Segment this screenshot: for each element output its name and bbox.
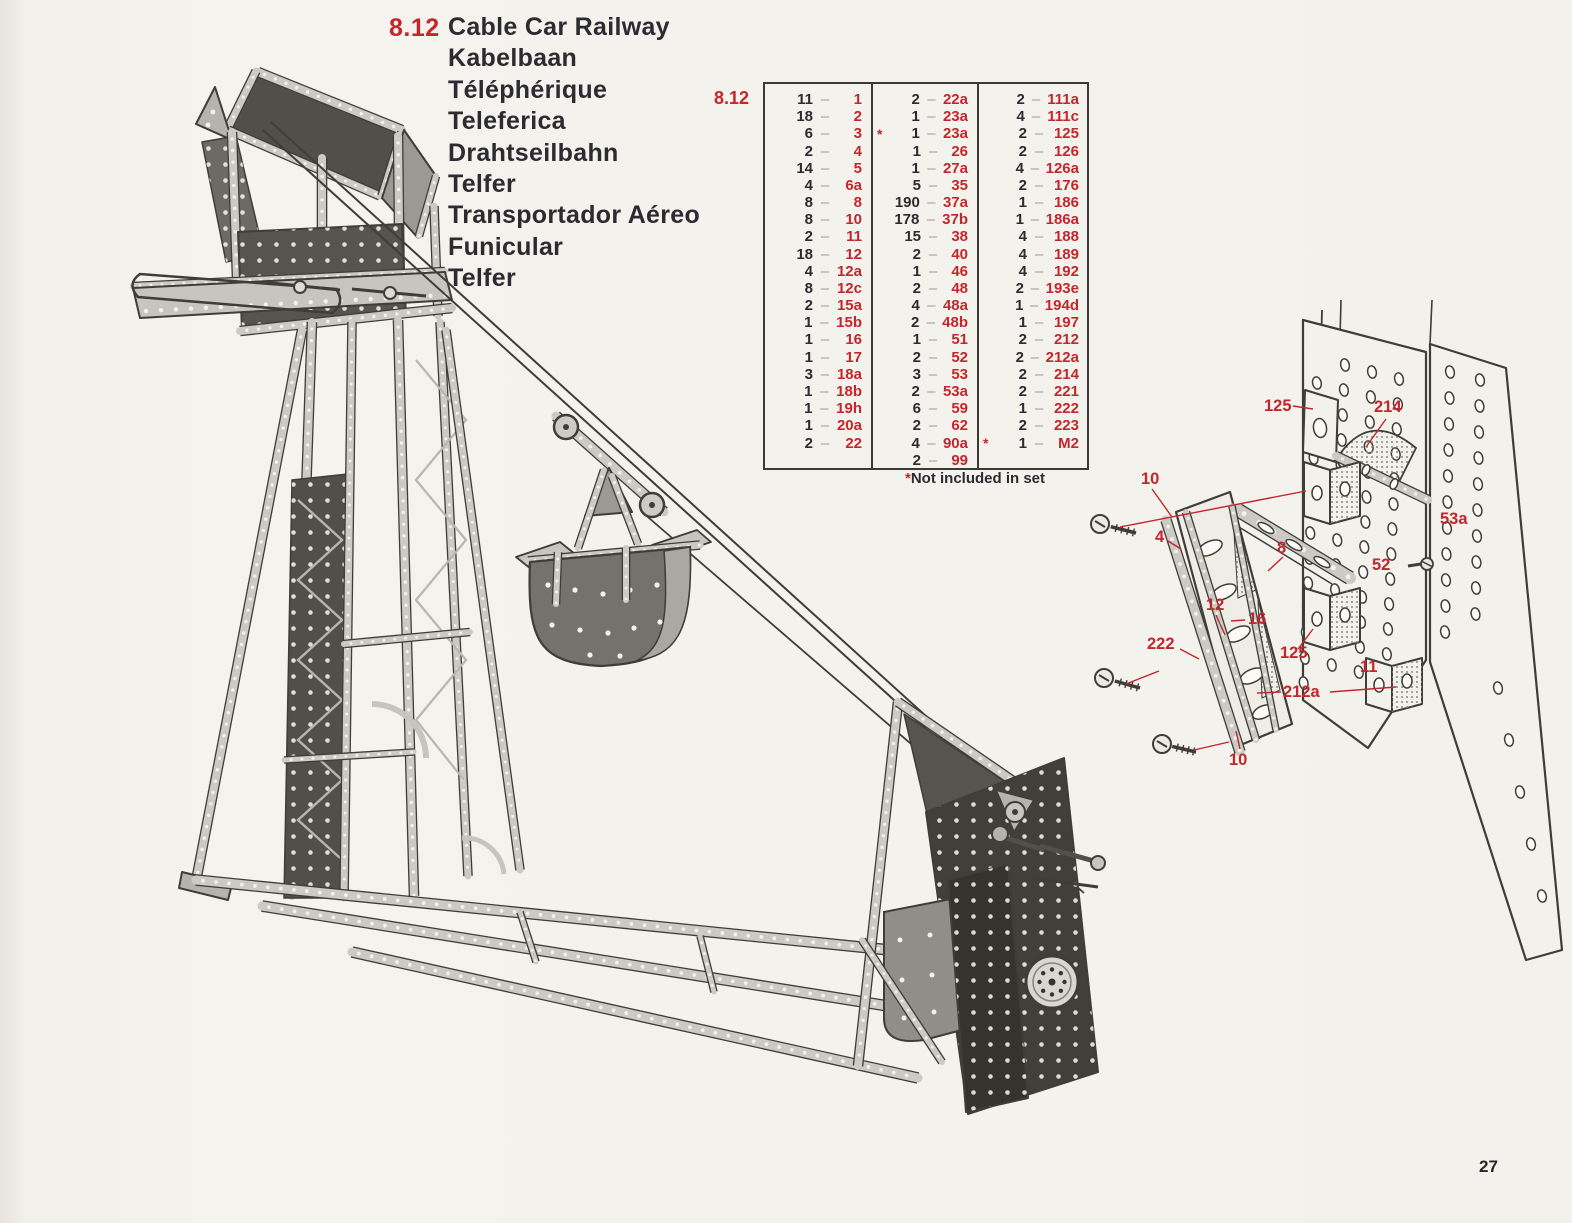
part-number: 186a: [1045, 211, 1079, 229]
part-number: 15b: [836, 314, 862, 332]
part-callout-52: 52: [1372, 556, 1391, 574]
parts-row: [765, 246, 871, 263]
parts-row: [765, 263, 871, 280]
dash: –: [820, 176, 830, 194]
part-number: 197: [1053, 314, 1079, 332]
dash: –: [928, 451, 938, 469]
part-number: 5: [853, 159, 862, 177]
part-quantity: 1: [804, 331, 813, 349]
part-quantity: 11: [797, 91, 813, 109]
part-quantity: 1: [912, 331, 921, 349]
part-quantity: 1: [1018, 434, 1027, 452]
dash: –: [820, 365, 830, 383]
parts-row: [873, 108, 977, 125]
part-callout-11: 11: [1360, 658, 1378, 676]
part-quantity: 4: [1018, 228, 1027, 246]
dash: –: [1034, 176, 1044, 194]
parts-row: [873, 314, 977, 331]
parts-row: [979, 417, 1088, 434]
parts-row: [873, 125, 977, 142]
part-quantity: 4: [911, 434, 920, 452]
parts-row: [979, 194, 1088, 211]
part-quantity: 1: [1015, 297, 1024, 315]
part-quantity: 1: [1018, 314, 1027, 332]
part-number: 37b: [942, 211, 968, 229]
part-number: 12a: [836, 262, 862, 280]
dash: –: [820, 159, 830, 177]
dash: –: [820, 194, 830, 212]
part-quantity: 4: [1018, 262, 1027, 280]
parts-row: [979, 297, 1088, 314]
parts-row: [873, 280, 977, 297]
part-number: 12c: [836, 279, 862, 297]
part-number: 19h: [836, 400, 862, 418]
part-number: 48: [951, 279, 968, 297]
model-title: Téléphérique: [448, 75, 608, 104]
part-quantity: 8: [804, 194, 813, 212]
parts-row: [979, 314, 1088, 331]
part-number: 53: [951, 365, 968, 383]
part-number: 90a: [942, 434, 968, 452]
part-quantity: 1: [804, 383, 813, 400]
part-quantity: 2: [911, 91, 920, 109]
part-number: 23a: [942, 125, 968, 143]
dash: –: [820, 383, 829, 400]
parts-row: [873, 366, 977, 383]
parts-row: [873, 331, 977, 348]
dash: –: [1030, 159, 1039, 177]
part-number: 192: [1053, 262, 1079, 280]
dash: –: [928, 262, 938, 280]
part-number: 126a: [1045, 159, 1079, 177]
part-number: M2: [1058, 434, 1079, 452]
dash: –: [1034, 434, 1044, 452]
part-number: 2: [853, 108, 862, 126]
part-quantity: 2: [804, 434, 813, 452]
parts-row: [765, 434, 871, 451]
dash: –: [1034, 228, 1044, 246]
dash: –: [1034, 125, 1044, 143]
part-number: 111c: [1047, 108, 1079, 126]
part-quantity: 190: [894, 194, 920, 212]
part-quantity: 1: [1018, 194, 1027, 212]
dash: –: [1029, 297, 1039, 315]
part-quantity: 4: [911, 297, 920, 315]
dash: –: [927, 297, 936, 315]
parts-row: [873, 91, 977, 108]
part-quantity: 4: [1016, 108, 1025, 126]
part-number: 16: [845, 331, 862, 349]
part-number: 189: [1053, 245, 1079, 263]
dash: –: [927, 159, 936, 177]
dash: –: [1031, 108, 1041, 126]
dash: –: [1034, 383, 1044, 400]
dash: –: [928, 228, 938, 246]
part-number: 53a: [942, 383, 968, 400]
dash: –: [928, 348, 938, 366]
part-quantity: 3: [912, 365, 921, 383]
dash: –: [820, 245, 830, 263]
part-quantity: 2: [1015, 279, 1024, 297]
part-number: 40: [951, 245, 968, 263]
part-number: 38: [951, 228, 968, 246]
part-number: 46: [951, 262, 968, 280]
parts-row: [979, 160, 1088, 177]
model-number: 8.12: [389, 14, 440, 42]
part-number: 193e: [1045, 279, 1079, 297]
parts-row: [765, 228, 871, 245]
part-number: 125: [1053, 125, 1079, 143]
part-number: 12: [845, 245, 862, 263]
part-quantity: 8: [804, 211, 813, 229]
page-number: 27: [1479, 1157, 1498, 1176]
dash: –: [928, 279, 938, 297]
parts-row: [979, 280, 1088, 297]
dash: –: [928, 365, 938, 383]
parts-row: [765, 91, 871, 108]
part-quantity: 14: [796, 159, 813, 177]
dash: –: [927, 434, 936, 452]
parts-row: [979, 177, 1088, 194]
part-quantity: 1: [912, 142, 921, 160]
part-callout-222: 222: [1147, 635, 1175, 653]
part-number: 20a: [836, 417, 862, 435]
dash: –: [820, 400, 829, 418]
dash: –: [1034, 400, 1044, 418]
part-number: 52: [951, 348, 968, 366]
parts-column-3: [977, 84, 1088, 468]
footnote-star: *: [905, 470, 911, 487]
part-quantity: 2: [1018, 365, 1027, 383]
part-callout-214: 214: [1374, 398, 1402, 416]
dash: –: [1034, 331, 1044, 349]
parts-row: [873, 400, 977, 417]
part-callout-125b: 125: [1280, 644, 1308, 662]
part-quantity: 2: [912, 417, 921, 435]
part-number: 6a: [845, 176, 862, 194]
parts-row: [979, 125, 1088, 142]
part-callout-10b: 10: [1229, 751, 1248, 769]
part-quantity: 2: [912, 245, 921, 263]
dash: –: [1030, 211, 1039, 229]
part-quantity: 2: [1018, 417, 1027, 435]
part-number: 23a: [942, 108, 968, 126]
dash: –: [1034, 365, 1044, 383]
parts-row: [765, 417, 871, 434]
part-quantity: 1: [804, 348, 813, 366]
model-title: Telfer: [448, 264, 517, 293]
dash: –: [927, 91, 936, 109]
part-quantity: 2: [911, 383, 920, 400]
parts-row: [873, 228, 977, 245]
parts-row: [979, 349, 1088, 366]
model-title: Transportador Aéreo: [448, 201, 701, 230]
dash: –: [820, 228, 830, 246]
parts-row: [979, 211, 1088, 228]
part-quantity: 2: [1016, 91, 1025, 109]
part-quantity: 2: [1018, 142, 1027, 160]
part-number: 111a: [1047, 91, 1079, 109]
parts-row: [873, 434, 977, 451]
dash: –: [1034, 262, 1044, 280]
part-quantity: 4: [1015, 159, 1024, 177]
part-number: 18a: [836, 365, 862, 383]
part-callout-4: 4: [1155, 528, 1165, 546]
parts-row: [765, 125, 871, 142]
dash: –: [1030, 279, 1039, 297]
dash: –: [820, 262, 830, 280]
parts-row: [873, 383, 977, 400]
dash: –: [1034, 194, 1044, 212]
part-callout-8: 8: [1277, 539, 1287, 557]
part-quantity: 2: [912, 451, 921, 469]
part-quantity: 1: [1015, 211, 1024, 229]
part-callout-212a: 212a: [1283, 683, 1320, 701]
part-quantity: 1: [912, 262, 921, 280]
dash: –: [820, 91, 830, 109]
parts-row: [765, 108, 871, 125]
parts-column-1: [765, 84, 871, 468]
parts-row: [765, 383, 871, 400]
part-quantity: 2: [911, 314, 920, 332]
part-number: 15a: [836, 297, 862, 315]
part-quantity: 1: [804, 417, 813, 435]
part-quantity: 2: [912, 348, 921, 366]
part-number: 27a: [942, 159, 968, 177]
parts-row: [979, 108, 1088, 125]
model-title: Funicular: [448, 232, 564, 261]
parts-row: [765, 314, 871, 331]
part-number: 4: [853, 142, 862, 160]
part-quantity: 2: [1018, 383, 1027, 400]
parts-row: [873, 452, 977, 469]
parts-column-2: [871, 84, 977, 468]
part-quantity: 1: [911, 108, 920, 126]
part-quantity: 1: [804, 400, 813, 418]
dash: –: [926, 314, 935, 332]
parts-row: [979, 228, 1088, 245]
parts-row: [765, 280, 871, 297]
dash: –: [927, 194, 936, 212]
parts-row: [765, 349, 871, 366]
part-number: 212a: [1045, 348, 1079, 366]
parts-row: [765, 366, 871, 383]
not-included-star: *: [877, 126, 883, 143]
part-quantity: 15: [904, 228, 921, 246]
dash: –: [927, 125, 936, 143]
part-number: 48a: [942, 297, 968, 315]
dash: –: [928, 417, 938, 435]
part-number: 188: [1053, 228, 1079, 246]
parts-row: [873, 160, 977, 177]
parts-row: [765, 400, 871, 417]
part-quantity: 5: [912, 176, 921, 194]
dash: –: [926, 211, 935, 229]
part-number: 223: [1053, 417, 1079, 435]
dash: –: [1034, 314, 1044, 332]
parts-row: [979, 246, 1088, 263]
part-quantity: 2: [1015, 348, 1024, 366]
part-quantity: 18: [796, 108, 813, 126]
parts-row: [979, 400, 1088, 417]
dash: –: [1034, 142, 1044, 160]
part-quantity: 1: [1018, 400, 1027, 418]
part-quantity: 2: [804, 297, 813, 315]
part-number: 126: [1053, 142, 1079, 160]
parts-table-label: 8.12: [714, 88, 750, 108]
part-quantity: 2: [1018, 125, 1027, 143]
part-number: 1: [853, 91, 862, 109]
dash: –: [820, 434, 830, 452]
parts-row: [873, 194, 977, 211]
part-quantity: 4: [804, 262, 813, 280]
model-title: Cable Car Railway: [448, 13, 670, 41]
table-footnote: *Not included in set: [905, 470, 1046, 487]
parts-row: [873, 263, 977, 280]
part-quantity: 18: [796, 245, 813, 263]
part-quantity: 1: [911, 125, 920, 143]
part-callout-12: 12: [1206, 596, 1225, 614]
parts-row: [979, 143, 1088, 160]
part-quantity: 2: [804, 228, 813, 246]
model-title: Telfer: [448, 170, 517, 199]
part-number: 59: [951, 400, 968, 418]
dash: –: [927, 383, 936, 400]
dash: –: [928, 142, 938, 160]
parts-row: [873, 349, 977, 366]
part-quantity: 3: [804, 365, 813, 383]
parts-row: [979, 91, 1088, 108]
part-quantity: 4: [804, 176, 813, 194]
parts-row: [979, 331, 1088, 348]
part-quantity: 2: [1018, 331, 1027, 349]
dash: –: [820, 314, 829, 332]
part-quantity: 1: [804, 314, 813, 332]
dash: –: [1031, 91, 1041, 109]
model-title: Teleferica: [448, 107, 566, 136]
dash: –: [820, 211, 830, 229]
part-number: 35: [951, 176, 968, 194]
part-number: 11: [846, 228, 862, 246]
parts-row: [765, 143, 871, 160]
dash: –: [928, 331, 938, 349]
parts-row: [873, 417, 977, 434]
part-callout-53a: 53a: [1440, 510, 1468, 528]
parts-table: [763, 82, 1089, 470]
part-number: 194d: [1044, 297, 1079, 315]
dash: –: [820, 279, 830, 297]
dash: –: [820, 142, 830, 160]
part-number: 17: [845, 348, 862, 366]
part-number: 8: [853, 194, 862, 212]
parts-row: [873, 211, 977, 228]
part-number: 186: [1053, 194, 1079, 212]
parts-row: [765, 160, 871, 177]
not-included-star: *: [983, 435, 989, 452]
parts-row: [979, 263, 1088, 280]
part-quantity: 6: [804, 125, 813, 143]
model-title-list: [448, 12, 700, 295]
parts-row: [765, 297, 871, 314]
dash: –: [820, 297, 830, 315]
parts-row: [873, 143, 977, 160]
parts-row: [979, 383, 1088, 400]
part-quantity: 2: [804, 142, 813, 160]
part-number: 22: [845, 434, 862, 452]
part-number: 37a: [942, 194, 968, 212]
part-quantity: 2: [1018, 176, 1027, 194]
dash: –: [928, 176, 938, 194]
part-number: 18b: [836, 383, 862, 400]
part-quantity: 2: [912, 279, 921, 297]
part-number: 3: [853, 125, 862, 143]
parts-row: [765, 177, 871, 194]
dash: –: [928, 245, 938, 263]
dash: –: [1030, 348, 1039, 366]
part-number: 99: [951, 451, 968, 469]
part-quantity: 1: [911, 159, 920, 177]
model-title: Kabelbaan: [448, 44, 578, 73]
dash: –: [820, 417, 830, 435]
dash: –: [820, 125, 830, 143]
part-number: 48b: [942, 314, 968, 332]
parts-row: [765, 211, 871, 228]
part-quantity: 178: [894, 211, 920, 229]
parts-row: [979, 434, 1088, 451]
parts-row: [765, 331, 871, 348]
dash: –: [927, 108, 936, 126]
part-quantity: 6: [912, 400, 921, 418]
part-quantity: 4: [1018, 245, 1027, 263]
part-number: 51: [951, 331, 968, 349]
model-title: Drahtseilbahn: [448, 138, 619, 167]
parts-row: [765, 194, 871, 211]
dash: –: [820, 348, 830, 366]
parts-row: [873, 177, 977, 194]
parts-row: [873, 246, 977, 263]
part-quantity: 8: [804, 279, 813, 297]
dash: –: [1034, 417, 1044, 435]
parts-row: [873, 297, 977, 314]
part-number: 221: [1053, 383, 1079, 400]
dash: –: [820, 331, 830, 349]
dash: –: [820, 108, 830, 126]
part-number: 62: [951, 417, 968, 435]
part-callout-16: 16: [1248, 610, 1267, 628]
part-callout-10: 10: [1141, 470, 1160, 488]
part-number: 212: [1053, 331, 1079, 349]
parts-row: [979, 366, 1088, 383]
part-number: 214: [1053, 365, 1079, 383]
dash: –: [928, 400, 938, 418]
part-callout-125: 125: [1264, 397, 1292, 415]
dash: –: [1034, 245, 1044, 263]
part-number: 26: [951, 142, 968, 160]
part-number: 222: [1053, 400, 1079, 418]
part-number: 22a: [942, 91, 968, 109]
part-number: 176: [1053, 176, 1079, 194]
part-number: 10: [845, 211, 862, 229]
